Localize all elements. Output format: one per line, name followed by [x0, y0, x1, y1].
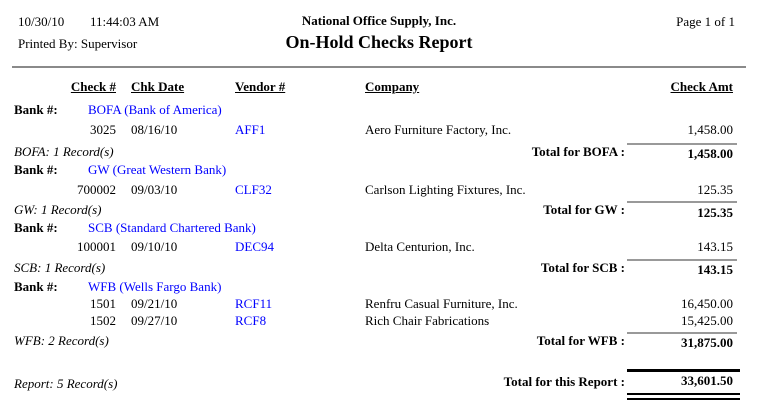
company-cell: Rich Chair Fabrications — [365, 313, 490, 328]
check-date-cell: 09/21/10 — [131, 296, 178, 311]
check-amount-cell: 16,450.00 — [681, 296, 733, 311]
group-record-count: WFB: 2 Record(s) — [14, 333, 109, 348]
bank-name-link[interactable]: SCB (Standard Chartered Bank) — [88, 220, 256, 235]
check-date-cell: 09/03/10 — [131, 182, 178, 197]
group-record-count: BOFA: 1 Record(s) — [14, 144, 114, 159]
column-header-check-no: Check # — [70, 79, 116, 94]
print-date: 10/30/10 — [18, 14, 65, 29]
group-total-label: Total for GW : — [543, 202, 625, 217]
check-number-cell: 1501 — [90, 296, 116, 311]
column-header-chk-date: Chk Date — [131, 79, 185, 94]
company-name: National Office Supply, Inc. — [301, 13, 457, 28]
bank-number-label: Bank #: — [14, 279, 58, 294]
vendor-number-link[interactable]: RCF8 — [235, 313, 267, 328]
printed-by: Printed By: Supervisor — [18, 36, 138, 51]
check-amount-cell: 1,458.00 — [687, 122, 733, 137]
vendor-number-link[interactable]: CLF32 — [235, 182, 272, 197]
check-number-cell: 700002 — [77, 182, 116, 197]
report-total-amount: 33,601.50 — [681, 373, 733, 388]
check-amount-cell: 125.35 — [697, 182, 733, 197]
group-total-label: Total for BOFA : — [531, 144, 625, 159]
company-cell: Renfru Casual Furniture, Inc. — [365, 296, 518, 311]
bank-number-label: Bank #: — [14, 162, 58, 177]
check-date-cell: 09/10/10 — [131, 239, 178, 254]
group-total-label: Total for SCB : — [540, 260, 625, 275]
report-total-double-rule — [627, 393, 740, 400]
page-indicator: Page 1 of 1 — [676, 14, 735, 29]
report-title: On-Hold Checks Report — [285, 32, 473, 52]
column-header-check-amt: Check Amt — [670, 79, 733, 94]
report-record-count: Report: 5 Record(s) — [14, 376, 118, 391]
group-total-label: Total for WFB : — [536, 333, 625, 348]
bank-name-link[interactable]: WFB (Wells Fargo Bank) — [88, 279, 222, 294]
check-number-cell: 3025 — [90, 122, 116, 137]
group-total-rule — [627, 259, 737, 261]
vendor-number-link[interactable]: RCF11 — [235, 296, 273, 311]
check-number-cell: 1502 — [90, 313, 116, 328]
group-total-rule — [627, 143, 737, 145]
company-cell: Carlson Lighting Fixtures, Inc. — [365, 182, 526, 197]
bank-name-link[interactable]: GW (Great Western Bank) — [88, 162, 227, 177]
group-total-amount: 143.15 — [697, 262, 733, 277]
group-total-amount: 1,458.00 — [687, 146, 733, 161]
report-total-top-rule — [627, 369, 740, 372]
check-date-cell: 09/27/10 — [131, 313, 178, 328]
check-number-cell: 100001 — [77, 239, 116, 254]
company-cell: Aero Furniture Factory, Inc. — [365, 122, 512, 137]
group-total-amount: 31,875.00 — [681, 335, 733, 350]
bank-number-label: Bank #: — [14, 220, 58, 235]
check-amount-cell: 15,425.00 — [681, 313, 733, 328]
group-total-amount: 125.35 — [697, 205, 733, 220]
check-amount-cell: 143.15 — [697, 239, 733, 254]
header-divider — [12, 66, 746, 68]
column-header-company: Company — [365, 79, 420, 94]
report-total-label: Total for this Report : — [503, 374, 625, 389]
column-header-vendor-no: Vendor # — [235, 79, 286, 94]
bank-name-link[interactable]: BOFA (Bank of America) — [88, 102, 222, 117]
vendor-number-link[interactable]: DEC94 — [235, 239, 274, 254]
bank-number-label: Bank #: — [14, 102, 58, 117]
vendor-number-link[interactable]: AFF1 — [235, 122, 266, 137]
print-time: 11:44:03 AM — [90, 14, 160, 29]
company-cell: Delta Centurion, Inc. — [365, 239, 475, 254]
group-total-rule — [627, 201, 737, 203]
group-record-count: SCB: 1 Record(s) — [14, 260, 106, 275]
check-date-cell: 08/16/10 — [131, 122, 178, 137]
group-record-count: GW: 1 Record(s) — [14, 202, 102, 217]
group-total-rule — [627, 332, 737, 334]
